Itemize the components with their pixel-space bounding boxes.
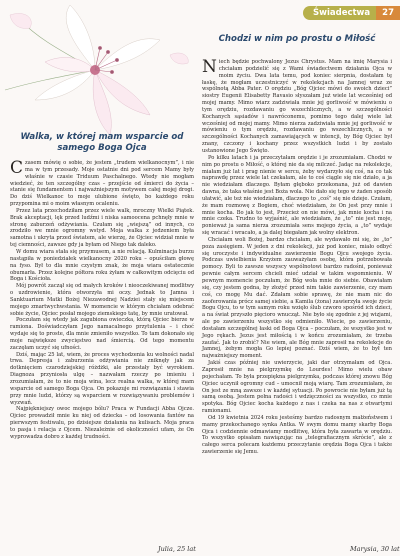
article-right-paragraph: Niech będzie pochwalony Jezus Chrystus. Mam na imię Marysia i chciałam podzielić się z Wami świadectwem działania Ojca w moim życiu. Dwa lata temu, pod koniec sierpnia, dostałam tę łaskę, że mogłam uczestniczyć w rekolekcjach na Jamnej wraz ze wspólnotą Abba Pater. O orędziu „Bóg Ojciec mówi do swoich dzieci” siostry Eugenii Elisabetty Ravasio słyszałam już wiele lat wcześniej od mojej mamy. Mimo wiarz zadziwiała mnie jej gorliwość w mówieniu o tym orędziu, rozdawaniu go wszechlicznych, a w szczególności Kochanych sąsiadów i nawróconemu, pomimo tego dalej wiele lat wcześniej od mojej mamy. Mimo nierza zadziwiała mnie jej gorliwość w mówieniu o tym orędziu, rozdawaniu go wszechlicznych, a w szczególności Kochanych zamawiających w intencji, by Bóg Ojciec był znany, czczony i kochany przez wszystkich ludzi i by zostało ustanowione Jego Święto. — [202, 57, 392, 154]
article-left-title: Walka, w której mam wsparcie od samego Boga Ojca — [20, 132, 184, 153]
article-right-title: Chodzi w nim po prostu o Miłość — [218, 34, 376, 44]
article-left — [10, 132, 194, 441]
article-left-paragraph: Dziś, mając 25 lat, wiem, że proces wychodzenia ku wolności nadal trwa. Depresja i zaburzenia odżywiania nie zniknęły jak za dotknięciem czarodziejskiej różdżki, ale przestały być wyrokiem. Diagnoza przyniosła ulgę – nazwałam rzeczy po imieniu i zrozumiałam, że to nie moja wina, lecz realna walka, w której mam wsparcie od samego Boga Ojca. On pokazuje mi rozwiązania i stawia przy mnie ludzi, którzy są wsparciem w rozwiązywaniu problemów i wyzwań. — [10, 351, 194, 406]
dropcap: N — [202, 57, 217, 77]
article-right-paragraph: Jakiś czas później nie uwierzycie, jaki dar otrzymałam od Ojca. Zaprosił mnie na pielgrzymkę do Lourdes! Mimo wielu obaw pojechałam. To była przepiękna pielgrzymka, podczas której znowu Bóg Ojciec uczynił ogromny cud – umocnił moją wiarę. Tam zrozumiałam, że On jest ze mną zawsze i w każdej sytuacji. Po powrocie nie byłam już tą samą osobą. Jestem pełna radości i wdzięczności za wszystko, co mnie spotyka. Bóg Ojciec kocha każdego z nas i czeka na nas z otwartymi ramionami. — [202, 360, 392, 415]
signature-left: Julia, 25 lat — [158, 545, 196, 553]
signature-right: Marysia, 30 lat — [350, 545, 400, 553]
page-header — [303, 6, 400, 20]
article-left-paragraph: Mój powrót zaczął się od małych kroków i nieoczekiwanej modlitwy o uzdrowienie, która otworzyła mi oczy. Jednak to Jamna i Sanktuarium Matki Bożej Niezawodnej Nadziei stały się miejscem mojego zmartwychwstania. W momencie w którym chciałam odebrać sobie życie, Ojciec posłał mojego ziemskiego tatę, by mnie uratował. — [10, 283, 194, 317]
article-right-paragraph: Po kilku latach i ja przeczytałam orędzie i je zrozumiałam. Chodzi w nim po prostu o Miłość, o której nie da się milczeć. Jadąc na rekolekcje, miałam już lat i prag nienie w sercu, żeby wydarzyło się coś, na co tak naprawdę przez wiele lat czekałam, ale to coś ciągle się nie działo, a ja nie wiedziałam dlaczego. Byłam głęboko przekonana, już od dawien dawna, że taka właśnie jest Boża wola. Nie dało się tego w żaden sposób ułatwić, ale też nie wiedziałam, dlaczego to „coś” się nie dzieje. Czułam, że mam rozmowę z Bogiem, choć wiedziałam, że On jest przy mnie i mnie kocha. Bo jak to jest, Przecież on nie mówi, jak mnie kocha i na mnie czeka. Trudno to wyjaśnić, ale wiedziałam, że „to” nie jest moje, ponieważ ja sama nierza zrozumiała sens mojego życia, a „to” wydaje się wracać i wracało, a ja dalej biegałam jak wolny elektron. — [202, 154, 392, 237]
article-left-paragraph: Najpiękniejszy owoc mojego bólu? Praca w Fundacji Abba Ojcze. Ojciec prowadził mnie ku niej od dziecka – od losowania fantów na pierwszym festiwalu, po dzisiejsze działania na kulisach. Moja praca to pasja i relacja z Ojcem. Niezależnie od okoliczności ufam, że On wyprowadza dobro z każdej trudności. — [10, 406, 194, 440]
section-label: Świadectwa — [303, 6, 376, 20]
article-right — [202, 24, 392, 456]
article-right-paragraph: Chciałam woli Bożej, bardzo chciałam, ale wydawało mi się, że „to” poza zasięgiem. W jeden z dni rekolekcji, już pod koniec, miało odbyć się uroczyste i indywidualne zawierzenie Bogu Ojcu swojego życia. Podczas uwielbienia Krzyżem zauważyłam osobę, która potrzebowała pomocy. Byli to zawsze wszyscy wspólnotowi bardzo radośni, ponieważ pewnie całym sercem chcieli mieć udział w takim wspomnieniu. W pewnym momencie poczułam, że Bóg woła mnie do siebie. Obawiałam się, czy jestem godna, by złożyć przed nim takie zawierzenie, czy mam coś, co mogę Mu dać. Zdałam sobie sprawę, że nie mam nic do zaoferowania prócz samej siebie, a Kamila (żona) zawierzyła swoje życie Bogu Ojcu, to w tym samym roku wzięło ślub czworo spośród ich dzieci, a na świat przyszło pięcioro wnucząt. Nie było się zgodnie z jej wizjami, ale po zawierzeniu wszystko się odmieniło. Wiecie, po zawierzeniu, dostałam szczególnej łaski od Boga Ojca – poczułam, że wszystko jest w Jego rękach. Jezus jest miłością i w końcu zrozumiałam, że trzeba zaufać. Jak to zrobić? Nie wiem, ale Bóg mnie zaprosił na rekolekcje do Jamnej, żebym mogła Go lepiej poznać. Dziś wiem, że to był ten najważniejszy moment. — [202, 236, 392, 360]
page-number: 27 — [376, 6, 400, 20]
article-left-paragraph: Czasem mówię o sobie, że jestem „trudem wielkanocnym”, i nie ma w tym przesady. Moje ostatnie dni pod sercem Mamy były właśnie w czasie Triduum Paschalnego. Wtedy nie mogłam wiedzieć, że ten szczególny czas – przejście od śmierci do życia – stanie się fundamentem i najważniejszym motywem całej mojej drogi. Do dziś Wielkanoc to moje ulubione święto, bo każdego roku przypomina mi o moim własnym ocaleniu. — [10, 158, 194, 208]
article-left-paragraph: Poczułam się wtedy jak zagubiona owieczka, którą Ojciec bierze w ramiona. Doświadczyłam Jego namacalnego przytulenia – i choć wydaje się to proste, dla mnie zmieniło wszystko. To tam dokonało się moje największe zwycięstwo nad śmiercią. Od tego momentu zaczęłam uczyć się ufności. — [10, 317, 194, 351]
article-right-paragraph: Od 19 kwietnia 2024 roku jesteśmy bardzo radosnym małżeństwem i mamy przekochanego synka Antka. W swym domu mamy skarby Boga Ojca i codziennie odmawiamy modlitwę, która była zawarta w orędziu. To wszystko opisałam nawiązując na „telegrafiacznym skrócie”, ale z całego serca polecam każdemu przeczytanie orędzia Boga Ojca i także zawierzenie się Jemu. — [202, 414, 392, 456]
article-left-paragraph: W domu wiara stała się przymusem, a nie relacją. Kulminacja burzu nastąpiła w poniedziałek wielkanocny 2020 roku – opuściłam głowę na fyso. Był to dla mnie czystym znak, że moja wiara ostatecznie obumarła. Przez kolejne półtora roku żyłam w całkowitym odcięciu od Boga i Kościoła. — [10, 248, 194, 283]
dropcap: C — [10, 158, 24, 178]
article-left-paragraph: Przez lata przechodziłam przez wiele walk, mroczny Wielki Piątek. Brak akceptacji, lęk przed ludźmi i niska samoocena pchnęły mnie w stronę zaburzeń odżywiania. Czułam się „wiejszą” od innych, co zrodziło we mnie ogromny wstyd. Moja walka z jedzeniem była samotna i ukryta przed światem, ale wierzę, że Ojciec widział mnie w tej ciemności, zawsze gdy ja byłam od Niego tak daleko. — [10, 207, 194, 249]
